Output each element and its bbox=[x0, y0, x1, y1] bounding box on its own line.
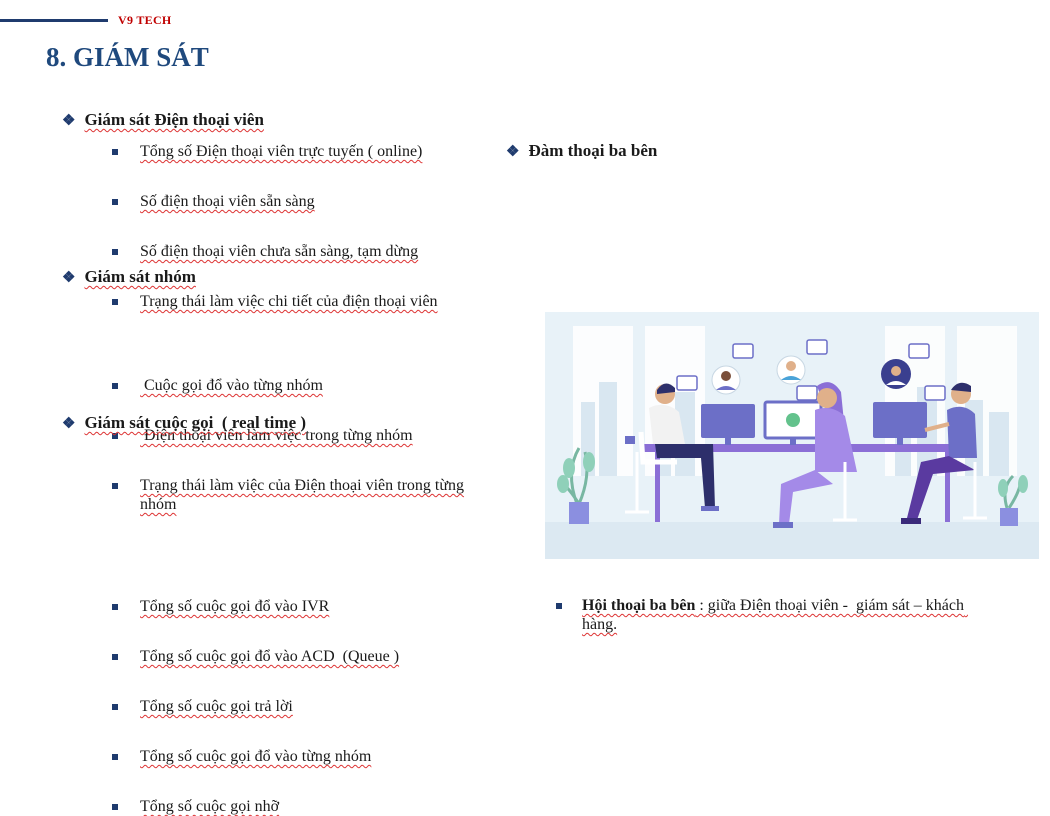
square-bullet-icon bbox=[112, 704, 118, 710]
section-heading-operators: ❖ Giám sát Điện thoại viên bbox=[62, 110, 264, 129]
square-bullet-icon bbox=[112, 804, 118, 810]
section-heading-groups: ❖ Giám sát nhóm bbox=[62, 267, 196, 286]
list-item: Tổng số cuộc gọi trả lời bbox=[112, 697, 492, 716]
list-item: Cuộc gọi đổ vào từng nhóm bbox=[112, 376, 492, 395]
list-item: Trạng thái làm việc của Điện thoại viên trong từng nhóm bbox=[112, 476, 472, 514]
square-bullet-icon bbox=[112, 604, 118, 610]
list-item: Tổng số cuộc gọi đổ vào ACD (Queue ) bbox=[112, 647, 492, 666]
square-bullet-icon bbox=[112, 754, 118, 760]
square-bullet-icon bbox=[112, 199, 118, 205]
diamond-bullet-icon: ❖ bbox=[62, 113, 76, 129]
list-item: Số điện thoại viên chưa sẵn sàng, tạm dừng bbox=[112, 242, 492, 261]
list-item: Điện thoại viên làm việc trong từng nhóm bbox=[112, 426, 492, 445]
list-item: Tổng số cuộc gọi nhỡ bbox=[112, 797, 492, 816]
list-item: Tổng số cuộc gọi đổ vào IVR bbox=[112, 597, 492, 616]
square-bullet-icon bbox=[112, 249, 118, 255]
list-item: Số điện thoại viên sẵn sàng bbox=[112, 192, 492, 211]
list-item: Trạng thái làm việc chi tiết của điện thoại viên bbox=[112, 292, 492, 311]
section-heading-three-way: ❖ Đàm thoại ba bên bbox=[506, 141, 658, 160]
brand-label: V9 TECH bbox=[118, 13, 172, 27]
list-item-conference: Hội thoại ba bên : giữa Điện thoại viên - giám sát – khách hàng. bbox=[556, 596, 996, 634]
header-line bbox=[0, 19, 108, 22]
list-item: Tổng số Điện thoại viên trực tuyến ( online) bbox=[112, 142, 492, 161]
square-bullet-icon bbox=[112, 433, 118, 439]
diamond-bullet-icon: ❖ bbox=[62, 416, 76, 432]
square-bullet-icon bbox=[556, 603, 562, 609]
square-bullet-icon bbox=[112, 654, 118, 660]
section-heading-calls: ❖ Giám sát cuộc gọi ( real time ) bbox=[62, 413, 307, 432]
diamond-bullet-icon: ❖ bbox=[506, 144, 520, 160]
list-item: Tổng số cuộc gọi đổ vào từng nhóm bbox=[112, 747, 492, 766]
slide-title: 8. GIÁM SÁT bbox=[46, 42, 209, 72]
diamond-bullet-icon: ❖ bbox=[62, 270, 76, 286]
square-bullet-icon bbox=[112, 483, 118, 489]
call-center-illustration bbox=[545, 312, 1039, 559]
square-bullet-icon bbox=[112, 383, 118, 389]
square-bullet-icon bbox=[112, 149, 118, 155]
square-bullet-icon bbox=[112, 299, 118, 305]
